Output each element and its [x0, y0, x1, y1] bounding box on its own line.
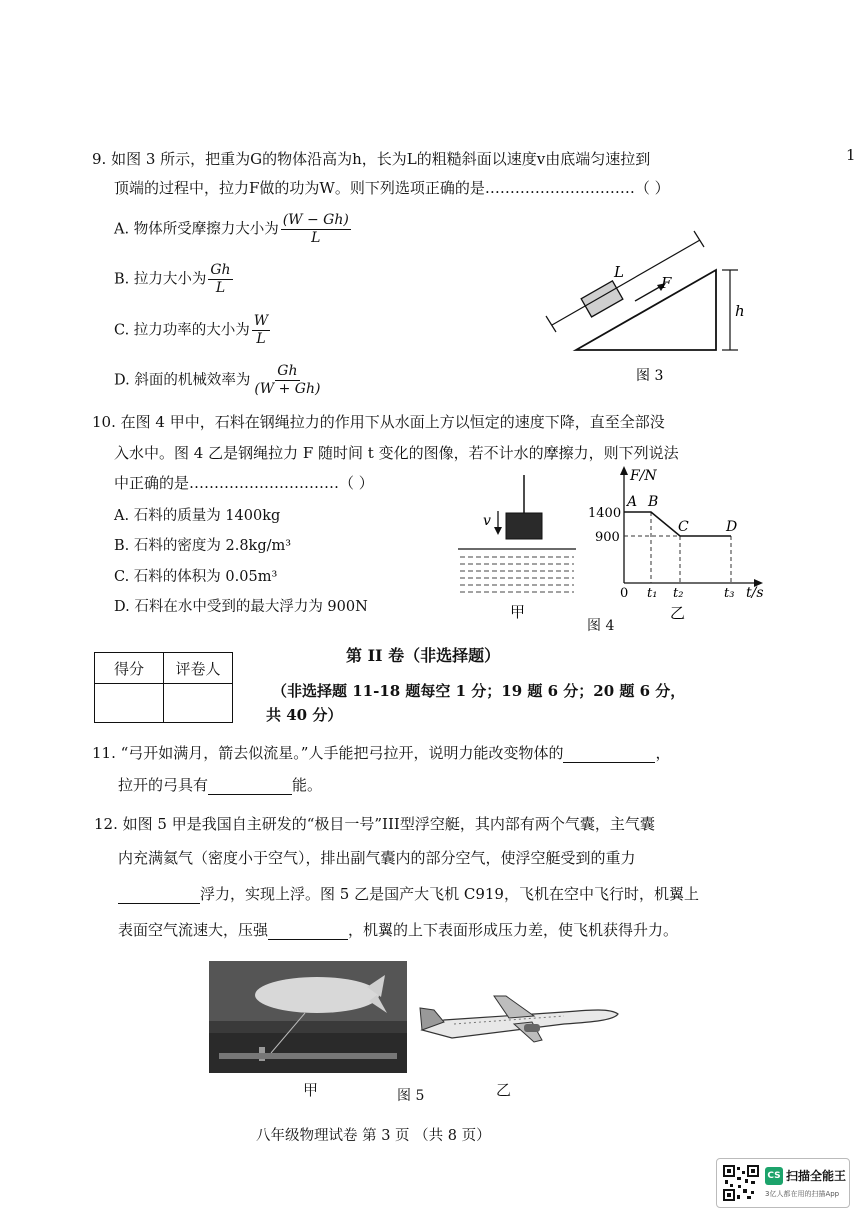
q12-text-d: 表面空气流速大，压强	[118, 921, 269, 939]
q12-line3	[118, 884, 699, 904]
y-tick-1400: 1400	[588, 506, 622, 521]
q12-blank-1[interactable]	[118, 887, 200, 904]
q9-option-d-denominator: (W + Gh)	[254, 381, 321, 397]
q9-line1: 9. 如图 3 所示，把重为G的物体沿高为h，长为L的粗糙斜面以速度v由底端匀速拉到	[92, 150, 651, 168]
y-axis-arrowhead	[620, 466, 628, 475]
score-cell[interactable]	[95, 684, 164, 723]
stone-block	[506, 513, 542, 539]
grader-header: 评卷人	[164, 653, 233, 684]
q9-option-b-numerator: Gh	[210, 262, 231, 278]
badge-title: 扫描全能王	[786, 1169, 847, 1183]
y-axis-label: F/N	[630, 468, 657, 484]
q11-text-a: 11. “弓开如满月，箭去似流星。”人手能把弓拉开，说明力能改变物体的	[92, 744, 564, 762]
q11-text-d: 能。	[292, 776, 323, 794]
page-footer: 八年级物理试卷 第 3 页 （共 8 页）	[256, 1128, 491, 1144]
figure-4-caption: 图 4	[587, 618, 615, 634]
q11-text-b: ，	[655, 744, 671, 762]
q11-line1	[92, 743, 670, 763]
q9-option-c-label: C. 拉力功率的大小为	[114, 322, 250, 339]
x-tick-t2: t₂	[673, 586, 684, 601]
q9-option-b	[114, 262, 233, 297]
section2-desc-line1: （非选择题 11-18 题每空 1 分；19 题 6 分；20 题 6 分，	[272, 682, 686, 700]
q10-option-b: B. 石料的密度为 2.8kg/m³	[114, 538, 292, 554]
x-tick-0: 0	[620, 586, 629, 601]
q9-option-d-fraction	[252, 363, 322, 398]
q9-option-a	[114, 212, 351, 247]
margin-mark: 1	[846, 146, 856, 164]
grader-cell[interactable]	[164, 684, 233, 723]
section2-title: 第 II 卷（非选择题）	[346, 646, 501, 665]
q9-option-a-denominator: L	[311, 230, 321, 246]
height-label: h	[735, 302, 745, 320]
figure-3-incline	[540, 225, 750, 390]
q10-line2: 入水中。图 4 乙是钢绳拉力 F 随时间 t 变化的图像，若不计水的摩擦力，则下列说法	[114, 444, 679, 462]
q12-text-e: ，机翼的上下表面形成压力差，使飞机获得升力。	[348, 921, 679, 939]
figure-3-caption: 图 3	[636, 368, 664, 384]
q11-blank-2[interactable]	[208, 778, 292, 795]
q9-option-a-fraction	[281, 212, 351, 247]
q9-option-c-numerator: W	[253, 313, 269, 329]
q9-option-a-numerator: (W − Gh)	[282, 212, 349, 228]
cs-logo-icon: CS	[765, 1167, 783, 1185]
qr-code-icon	[723, 1165, 759, 1201]
q10-option-d: D. 石料在水中受到的最大浮力为 900N	[114, 599, 368, 615]
figure-5b-c919-photo	[414, 992, 624, 1052]
q9-option-c-fraction	[252, 313, 270, 348]
y-tick-900: 900	[595, 530, 620, 545]
score-header: 得分	[95, 653, 164, 684]
q9-option-c	[114, 313, 270, 348]
q9-option-c-denominator: L	[256, 331, 266, 347]
point-c: C	[678, 519, 689, 535]
length-tick-high	[694, 231, 704, 247]
velocity-label: v	[483, 513, 491, 529]
force-label: F	[661, 274, 672, 292]
section2-desc-line2: 共 40 分）	[266, 706, 343, 724]
figure-4a-water	[452, 465, 582, 625]
q9-option-b-denominator: L	[215, 280, 226, 296]
point-a: A	[627, 494, 638, 510]
point-b: B	[648, 494, 659, 510]
q12-blank-2[interactable]	[268, 923, 348, 940]
q10-option-c: C. 石料的体积为 0.05m³	[114, 569, 278, 585]
q11-text-c: 拉开的弓具有	[118, 776, 209, 794]
q12-line2: 内充满氦气（密度小于空气），排出副气囊内的部分空气，使浮空艇受到的重力	[118, 849, 636, 867]
q10-option-a: A. 石料的质量为 1400kg	[114, 508, 281, 524]
velocity-arrowhead	[494, 527, 502, 535]
length-label: L	[614, 263, 624, 281]
q9-option-b-fraction	[208, 262, 232, 297]
q12-text-c: 浮力，实现上浮。图 5 乙是国产大飞机 C919，飞机在空中飞行时，机翼上	[200, 885, 699, 903]
q12-line4	[118, 920, 678, 940]
length-line	[552, 240, 700, 325]
figure-4a-sublabel: 甲	[510, 603, 526, 621]
q9-option-d	[114, 363, 322, 398]
q10-line1: 10. 在图 4 甲中，石料在钢绳拉力的作用下从水面上方以恒定的速度下降，直至全部没	[92, 413, 665, 431]
q9-option-d-label: D. 斜面的机械效率为	[114, 372, 251, 389]
q9-option-d-numerator: Gh	[277, 363, 298, 379]
block	[581, 281, 623, 317]
water-body	[460, 557, 574, 592]
badge-subtitle: 3亿人都在用的扫描App	[765, 1190, 840, 1198]
q9-option-b-label: B. 拉力大小为	[114, 271, 207, 288]
q11-line2	[118, 775, 322, 795]
x-tick-t3: t₃	[724, 586, 735, 601]
score-table	[94, 652, 233, 723]
point-d: D	[726, 519, 738, 535]
x-tick-t1: t₁	[647, 586, 658, 601]
q12-line1: 12. 如图 5 甲是我国自主研发的“极目一号”III型浮空艇，其内部有两个气囊，主气囊	[94, 815, 655, 833]
figure-5a-airship-photo	[209, 961, 407, 1073]
figure-5-caption: 图 5	[397, 1088, 425, 1104]
figure-5b-sublabel: 乙	[496, 1081, 512, 1099]
q9-option-a-label: A. 物体所受摩擦力大小为	[114, 221, 279, 238]
figure-5a-sublabel: 甲	[303, 1081, 319, 1099]
x-axis-label: t/s	[746, 585, 764, 601]
camscanner-badge	[716, 1158, 850, 1208]
q9-line2: 顶端的过程中，拉力F做的功为W。则下列选项正确的是…………………………（ ）	[114, 179, 670, 197]
q11-blank-1[interactable]	[563, 746, 655, 763]
figure-4b-sublabel: 乙	[670, 604, 686, 622]
q10-line3: 中正确的是…………………………（ ）	[114, 474, 374, 492]
figure-4b-graph	[586, 463, 786, 638]
